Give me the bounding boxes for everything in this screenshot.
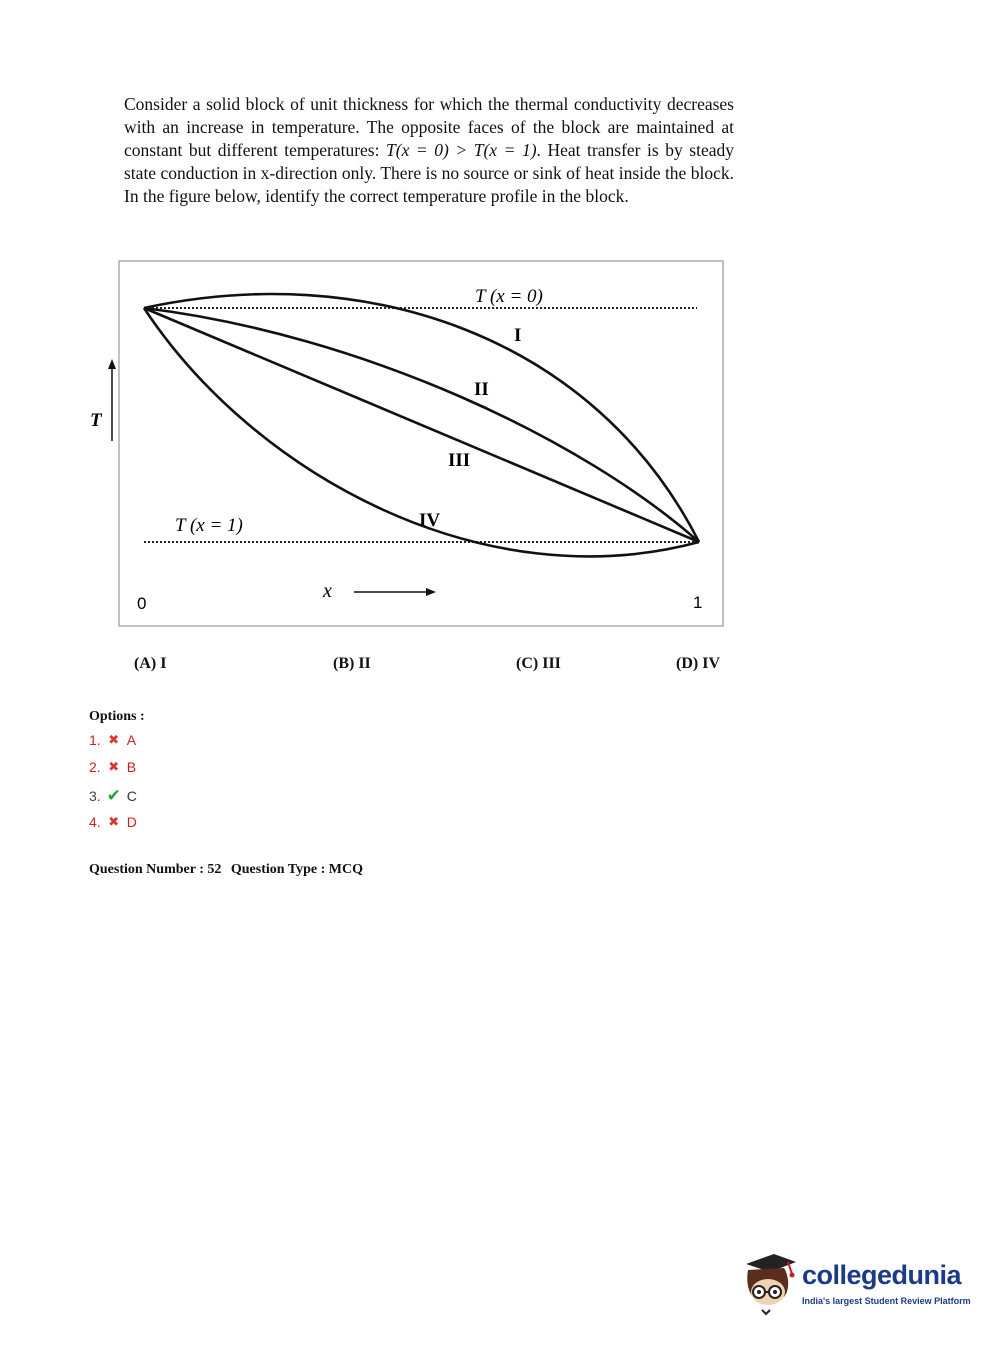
option-1-label: A bbox=[126, 732, 137, 748]
option-4[interactable] bbox=[89, 814, 137, 830]
curve-iii bbox=[144, 308, 699, 542]
option-2-label: B bbox=[126, 759, 137, 775]
wrong-mark-icon: ✖ bbox=[108, 759, 120, 774]
x-end-label: 1 bbox=[693, 593, 703, 612]
t-axis-arrowhead bbox=[108, 359, 116, 369]
bottom-temperature-label: T (x = 1) bbox=[175, 515, 243, 536]
option-4-number: 4. bbox=[89, 814, 101, 830]
option-3-number: 3. bbox=[89, 788, 101, 804]
option-4-label: D bbox=[126, 814, 137, 830]
curve-label-iii: III bbox=[448, 450, 471, 471]
curve-label-iv: IV bbox=[419, 510, 441, 531]
option-3[interactable] bbox=[89, 786, 137, 806]
question-text bbox=[124, 93, 734, 208]
question-type: Question Type : MCQ bbox=[230, 862, 363, 877]
option-2-number: 2. bbox=[89, 759, 101, 775]
curve-i bbox=[144, 294, 699, 542]
temperature-profile-figure bbox=[84, 255, 734, 635]
check-mark-icon: ✔ bbox=[106, 786, 121, 805]
question-number: Question Number : 52 bbox=[89, 862, 222, 877]
question-text-before: Consider a solid block of unit thickness for which the thermal conductivity decreases with an increase in temperature. The opposite faces of the block are maintained at constant but different temperatures: bbox=[124, 94, 734, 160]
choice-c: (C) III bbox=[516, 655, 561, 672]
x-start-label: 0 bbox=[137, 594, 147, 613]
option-2[interactable] bbox=[89, 759, 136, 775]
question-math: T(x = 0) > T(x = 1) bbox=[386, 140, 537, 160]
choice-d: (D) IV bbox=[676, 655, 720, 672]
question-meta bbox=[89, 862, 369, 878]
option-1[interactable] bbox=[89, 732, 136, 748]
wrong-mark-icon: ✖ bbox=[108, 814, 120, 829]
curve-label-i: I bbox=[514, 325, 522, 346]
choice-a: (A) I bbox=[134, 655, 167, 672]
mascot-icon bbox=[740, 1248, 802, 1318]
logo-tagline: India's largest Student Review Platform bbox=[802, 1296, 971, 1306]
option-3-label: C bbox=[126, 788, 137, 804]
question-text-after: . Heat transfer is by steady state conduction in x-direction only. There is no source or sink of heat inside the block. In the figure below, identify the correct temperature profile in the block. bbox=[124, 140, 734, 206]
t-axis-label: T bbox=[90, 410, 102, 431]
wrong-mark-icon: ✖ bbox=[108, 732, 120, 747]
option-1-number: 1. bbox=[89, 732, 101, 748]
choice-b: (B) II bbox=[333, 655, 371, 672]
x-axis-arrowhead bbox=[426, 588, 436, 596]
logo-brand-text: collegedunia bbox=[802, 1260, 962, 1290]
top-temperature-label: T (x = 0) bbox=[475, 286, 543, 307]
figure-svg bbox=[84, 255, 734, 635]
x-axis-label: x bbox=[323, 580, 332, 602]
curve-label-ii: II bbox=[474, 379, 489, 400]
options-title: Options : bbox=[89, 709, 145, 724]
collegedunia-logo[interactable] bbox=[740, 1248, 970, 1318]
